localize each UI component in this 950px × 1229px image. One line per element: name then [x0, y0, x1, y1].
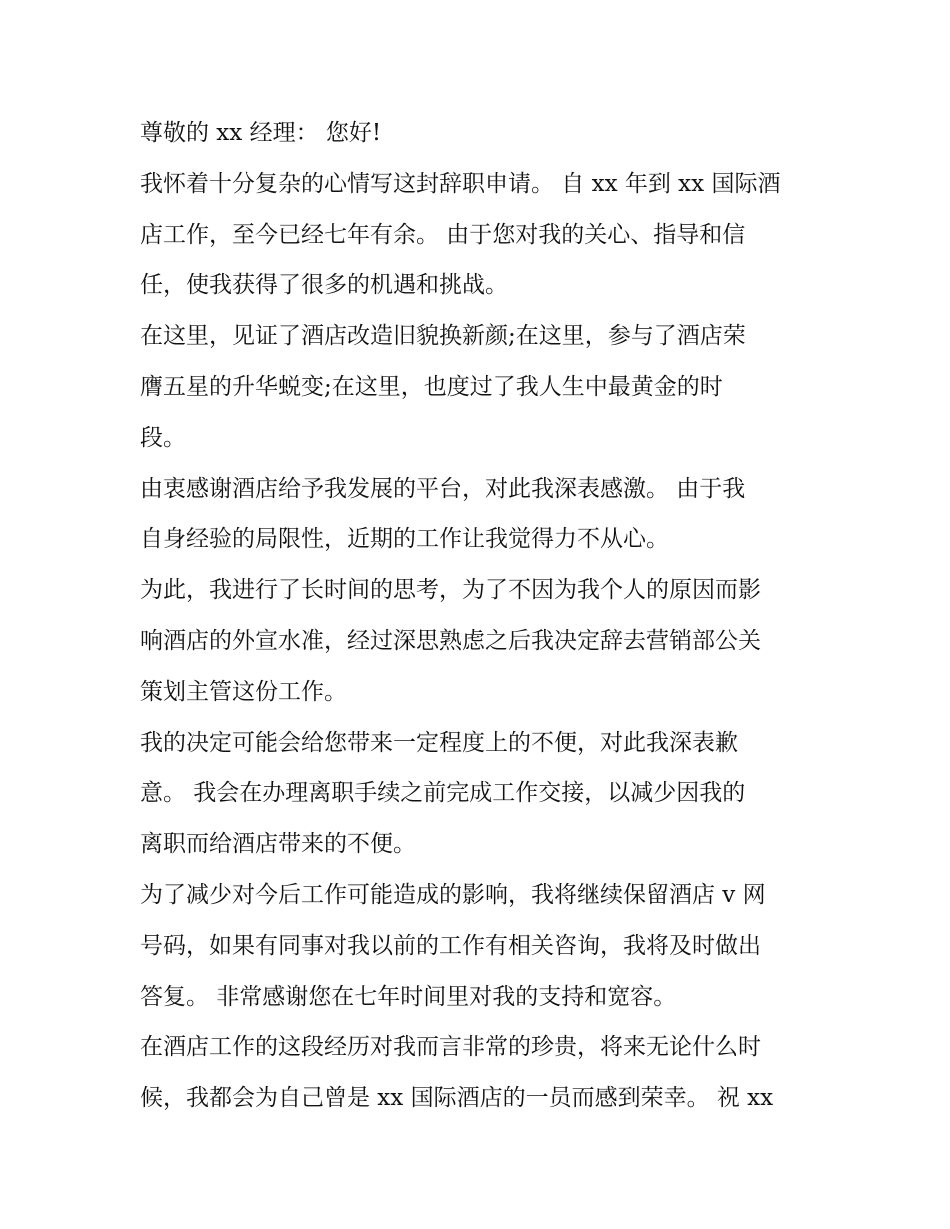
letter-body [140, 108, 820, 1124]
text-line: 答复。 非常感谢您在七年时间里对我的支持和宽容。 [140, 983, 677, 1010]
text-line: 意。 我会在办理离职手续之前完成工作交接，以减少因我的 [140, 780, 746, 807]
text-line: 在这里，见证了酒店改造旧貌换新颜;在这里，参与了酒店荣 [140, 323, 746, 350]
text-line: 策划主管这份工作。 [140, 678, 347, 705]
text-line: 自身经验的局限性，近期的工作让我觉得力不从心。 [140, 526, 669, 553]
text-line: 我怀着十分复杂的心情写这封辞职申请。 自 xx 年到 xx 国际酒 [140, 170, 781, 197]
text-line: 在酒店工作的这段经历对我而言非常的珍贵，将来无论什么时 [140, 1034, 761, 1061]
text-line: 响酒店的外宣水准，经过深思熟虑之后我决定辞去营销部公关 [140, 627, 761, 654]
text-line: 离职而给酒店带来的不便。 [140, 831, 416, 858]
text-line: 任，使我获得了很多的机遇和挑战。 [140, 272, 508, 299]
text-line: 尊敬的 xx 经理： 您好! [140, 120, 382, 146]
text-line: 我的决定可能会给您带来一定程度上的不便，对此我深表歉 [140, 729, 738, 756]
text-line: 为了减少对今后工作可能造成的影响，我将继续保留酒店 v 网 [140, 881, 766, 908]
text-line: 由衷感谢酒店给予我发展的平台，对此我深表感激。 由于我 [140, 475, 746, 502]
text-line: 膺五星的升华蜕变;在这里，也度过了我人生中最黄金的时 [140, 373, 723, 400]
text-line: 为此，我进行了长时间的思考，为了不因为我个人的原因而影 [140, 577, 761, 604]
text-line: 段。 [140, 424, 186, 451]
text-line: 号码，如果有同事对我以前的工作有相关咨询，我将及时做出 [140, 932, 761, 959]
text-line: 候，我都会为自己曾是 xx 国际酒店的一员而感到荣幸。 祝 xx [140, 1085, 774, 1112]
text-line: 店工作，至今已经七年有余。 由于您对我的关心、指导和信 [140, 221, 746, 248]
